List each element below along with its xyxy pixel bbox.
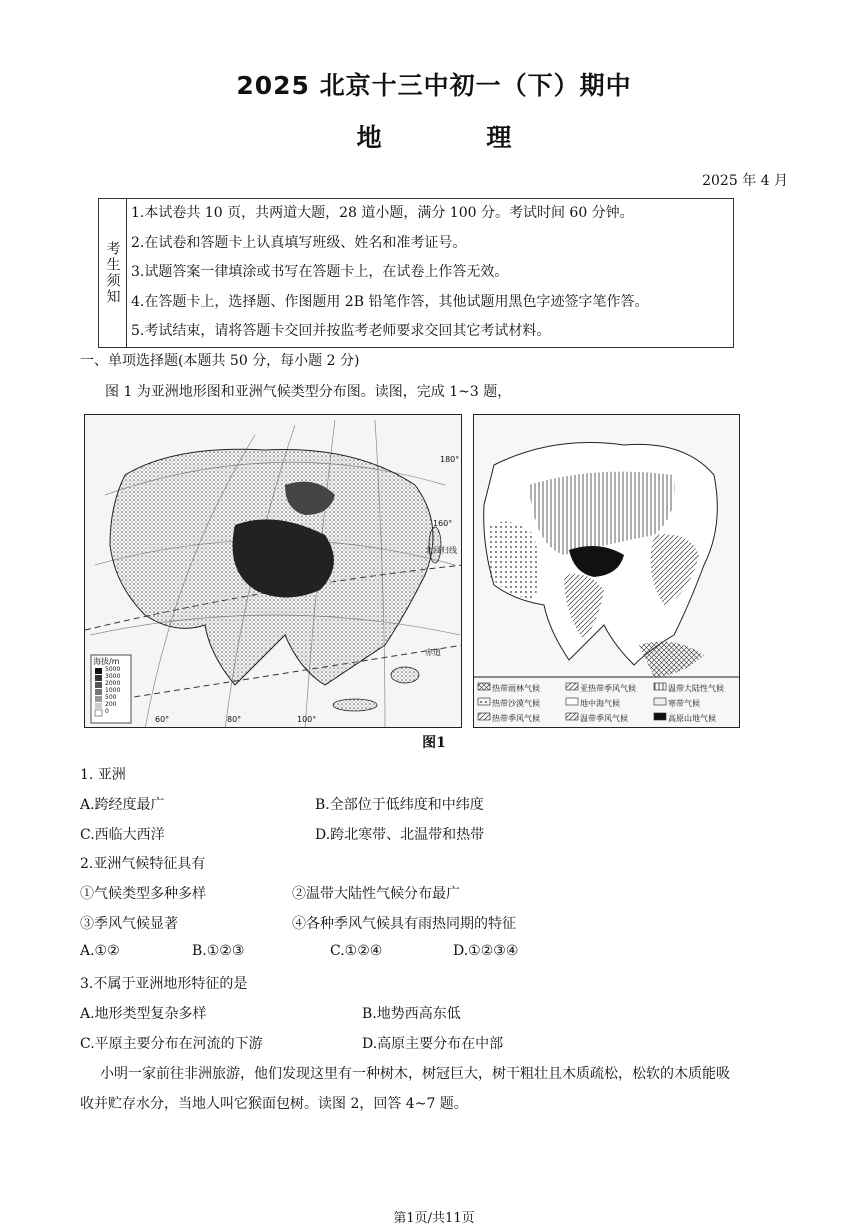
longitude-label: 60° [155,715,170,724]
longitude-label: 100° [297,715,317,724]
question-3-option-b: B.地势西高东低 [362,1006,461,1022]
legend-item: 热带沙漠气候 [492,699,540,708]
tropic-label: 北回归线 [425,546,457,555]
question-2-option-a: A.①② [80,943,120,959]
question-1-option-d: D.跨北寒带、北温带和热带 [315,827,485,843]
legend-item: 亚热带季风气候 [580,684,636,693]
asia-climate-map [473,414,740,728]
question-2-statement: ④各种季风气候具有雨热同期的特征 [292,916,516,932]
question-2-statement: ②温带大陆性气候分布最广 [292,886,460,902]
longitude-label: 160° [433,519,453,528]
longitude-label: 180° [440,455,460,464]
question-1-option-b: B.全部位于低纬度和中纬度 [315,797,484,813]
page-number: 第1页/共11页 [393,1211,475,1226]
notice-items [127,199,733,347]
question-2-stem: 2.亚洲气候特征具有 [80,856,206,872]
legend-item: 温带季风气候 [580,714,628,723]
notice-item: 1.本试卷共 10 页，共两道大题，28 道小题，满分 100 分。考试时间 60 分钟。 [131,205,634,221]
question-3-option-c: C.平原主要分布在河流的下游 [80,1036,263,1052]
exam-title: 2025 北京十三中初一（下）期中 [236,71,632,100]
legend-item: 热带雨林气候 [492,684,540,693]
exam-date: 2025 年 4 月 [702,173,788,189]
figure-1 [84,414,740,728]
section-intro: 图 1 为亚洲地形图和亚洲气候类型分布图。读图，完成 1~3 题， [105,384,512,400]
question-2-option-d: D.①②③④ [453,943,519,959]
legend-item: 温带大陆性气候 [668,684,724,693]
climate-map-drawing [474,415,740,728]
notice-item: 5.考试结束，请将答题卡交回并按监考老师要求交回其它考试材料。 [131,323,551,340]
notice-item: 3.试题答案一律填涂或书写在答题卡上，在试卷上作答无效。 [131,264,509,281]
question-1-option-c: C.西临大西洋 [80,827,165,843]
passage-line-2: 收并贮存水分，当地人叫它猴面包树。读图 2，回答 4~7 题。 [80,1096,468,1112]
legend-item: 地中海气候 [580,699,620,708]
notice-item: 2.在试卷和答题卡上认真填写班级、姓名和准考证号。 [131,234,467,251]
legend-item: 高原山地气候 [668,714,716,723]
elevation-values: 5000 3000 2000 1000 500 200 0 [105,666,121,715]
longitude-label: 80° [227,715,242,724]
topographic-map-drawing [85,415,462,728]
notice-box [98,198,734,348]
question-3-stem: 3.不属于亚洲地形特征的是 [80,976,248,992]
question-3-option-d: D.高原主要分布在中部 [362,1036,504,1052]
question-2-statement: ①气候类型多种多样 [80,886,206,902]
question-2-statement: ③季风气候显著 [80,916,178,932]
notice-item: 4.在答题卡上，选择题、作图题用 2B 铅笔作答，其他试题用黑色字迹签字笔作答。 [131,293,649,310]
question-2-option-b: B.①②③ [192,943,245,959]
question-1-stem: 1. 亚洲 [80,767,126,783]
equator-label: 赤道 [425,648,441,657]
question-2-option-c: C.①②④ [330,943,383,959]
subject-title: 地 理 [356,123,560,152]
question-1-option-a: A.跨经度最广 [80,797,165,813]
figure-caption: 图1 [422,735,446,751]
section-heading: 一、单项选择题(本题共 50 分，每小题 2 分) [80,353,360,369]
notice-label: 考生须知 [99,199,127,347]
legend-item: 寒带气候 [668,699,700,708]
question-3-option-a: A.地形类型复杂多样 [80,1006,207,1022]
elevation-label: 海拔/m [93,657,120,666]
passage-line-1: 小明一家前往非洲旅游，他们发现这里有一种树木，树冠巨大，树干粗壮且木质疏松，松软的木质能吸 [100,1066,730,1082]
legend-item: 热带季风气候 [492,714,540,723]
asia-topographic-map [84,414,462,728]
